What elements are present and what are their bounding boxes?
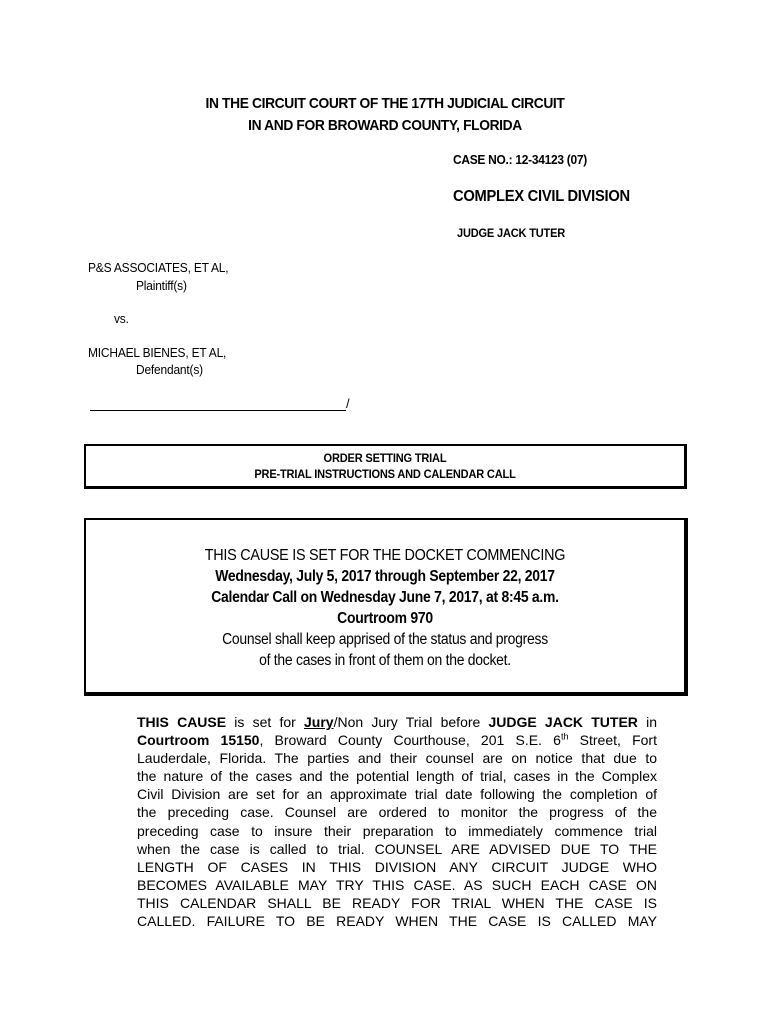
- division-title: COMPLEX CIVIL DIVISION: [453, 188, 630, 205]
- body-line: THIS CALENDAR SHALL BE READY FOR TRIAL WHEN THE CASE IS: [137, 894, 657, 911]
- body-line: the preceding case. Counsel are ordered to monitor the progress of the: [137, 804, 657, 821]
- docket-dates: Wednesday, July 5, 2017 through September 22, 2017: [215, 568, 555, 585]
- body-line: Lauderdale, Florida. The parties and their counsel are on notice that due to: [137, 750, 657, 767]
- defendant-name: MICHAEL BIENES, ET AL,: [88, 345, 227, 360]
- this-cause-label: THIS CAUSE: [137, 714, 227, 730]
- body-text-fragment: in: [637, 714, 657, 730]
- defendant-role: Defendant(s): [136, 362, 203, 377]
- body-line: the nature of the cases and the potential length of trial, cases in the Complex: [137, 768, 657, 785]
- body-line: Civil Division are set for an approximate trial date following the completion of: [137, 786, 657, 803]
- body-line: when the case is called to trial. COUNSEL ARE ADVISED DUE TO THE: [137, 840, 657, 857]
- body-line-1: [137, 713, 657, 731]
- docket-heading: THIS CAUSE IS SET FOR THE DOCKET COMMENCING: [204, 547, 566, 564]
- judge-name-inline: JUDGE JACK TUTER: [488, 714, 638, 730]
- address-fragment: Street, Fort: [568, 732, 657, 749]
- court-name-line-1: IN THE CIRCUIT COURT OF THE 17TH JUDICIAL CIRCUIT: [205, 95, 565, 112]
- order-subtitle: PRE-TRIAL INSTRUCTIONS AND CALENDAR CALL: [254, 467, 516, 481]
- body-text-fragment: /Non Jury Trial before: [333, 714, 489, 730]
- address-fragment: , Broward County Courthouse, 201 S.E. 6: [259, 732, 561, 749]
- court-name-line-2: IN AND FOR BROWARD COUNTY, FLORIDA: [248, 117, 522, 134]
- ordinal-suffix: th: [560, 731, 569, 742]
- courtroom-label: Courtroom 15150: [137, 732, 260, 749]
- judge-name: JUDGE JACK TUTER: [457, 226, 566, 240]
- body-line-2: [137, 731, 657, 749]
- caption-separator-line: [90, 396, 350, 411]
- order-body-paragraph: [137, 713, 657, 930]
- plaintiff-name: P&S ASSOCIATES, ET AL,: [88, 260, 229, 275]
- counsel-notice-line-2: of the cases in front of them on the docket.: [259, 652, 511, 669]
- body-line: CALLED. FAILURE TO BE READY WHEN THE CASE IS CALLED MAY: [137, 913, 657, 930]
- versus-label: vs.: [114, 311, 129, 326]
- body-line: preceding case to insure their preparation to immediately commence trial: [137, 822, 657, 839]
- body-text-fragment: is set for: [226, 714, 304, 730]
- docket-courtroom: Courtroom 970: [337, 610, 433, 627]
- counsel-notice-line-1: Counsel shall keep apprised of the status and progress: [222, 631, 548, 648]
- case-number: CASE NO.: 12-34123 (07): [453, 152, 587, 167]
- order-title: ORDER SETTING TRIAL: [323, 451, 447, 465]
- body-line: LENGTH OF CASES IN THIS DIVISION ANY CIRCUIT JUDGE WHO: [137, 858, 657, 875]
- body-line: BECOMES AVAILABLE MAY TRY THIS CASE. AS SUCH EACH CASE ON: [137, 876, 657, 893]
- order-title-box: [84, 444, 687, 489]
- calendar-call: Calendar Call on Wednesday June 7, 2017, at 8:45 a.m.: [211, 589, 559, 606]
- separator-rule: [90, 399, 346, 411]
- plaintiff-role: Plaintiff(s): [136, 278, 187, 293]
- separator-slash: /: [346, 396, 350, 411]
- docket-notice-box: [84, 518, 688, 696]
- jury-label: Jury: [303, 714, 334, 730]
